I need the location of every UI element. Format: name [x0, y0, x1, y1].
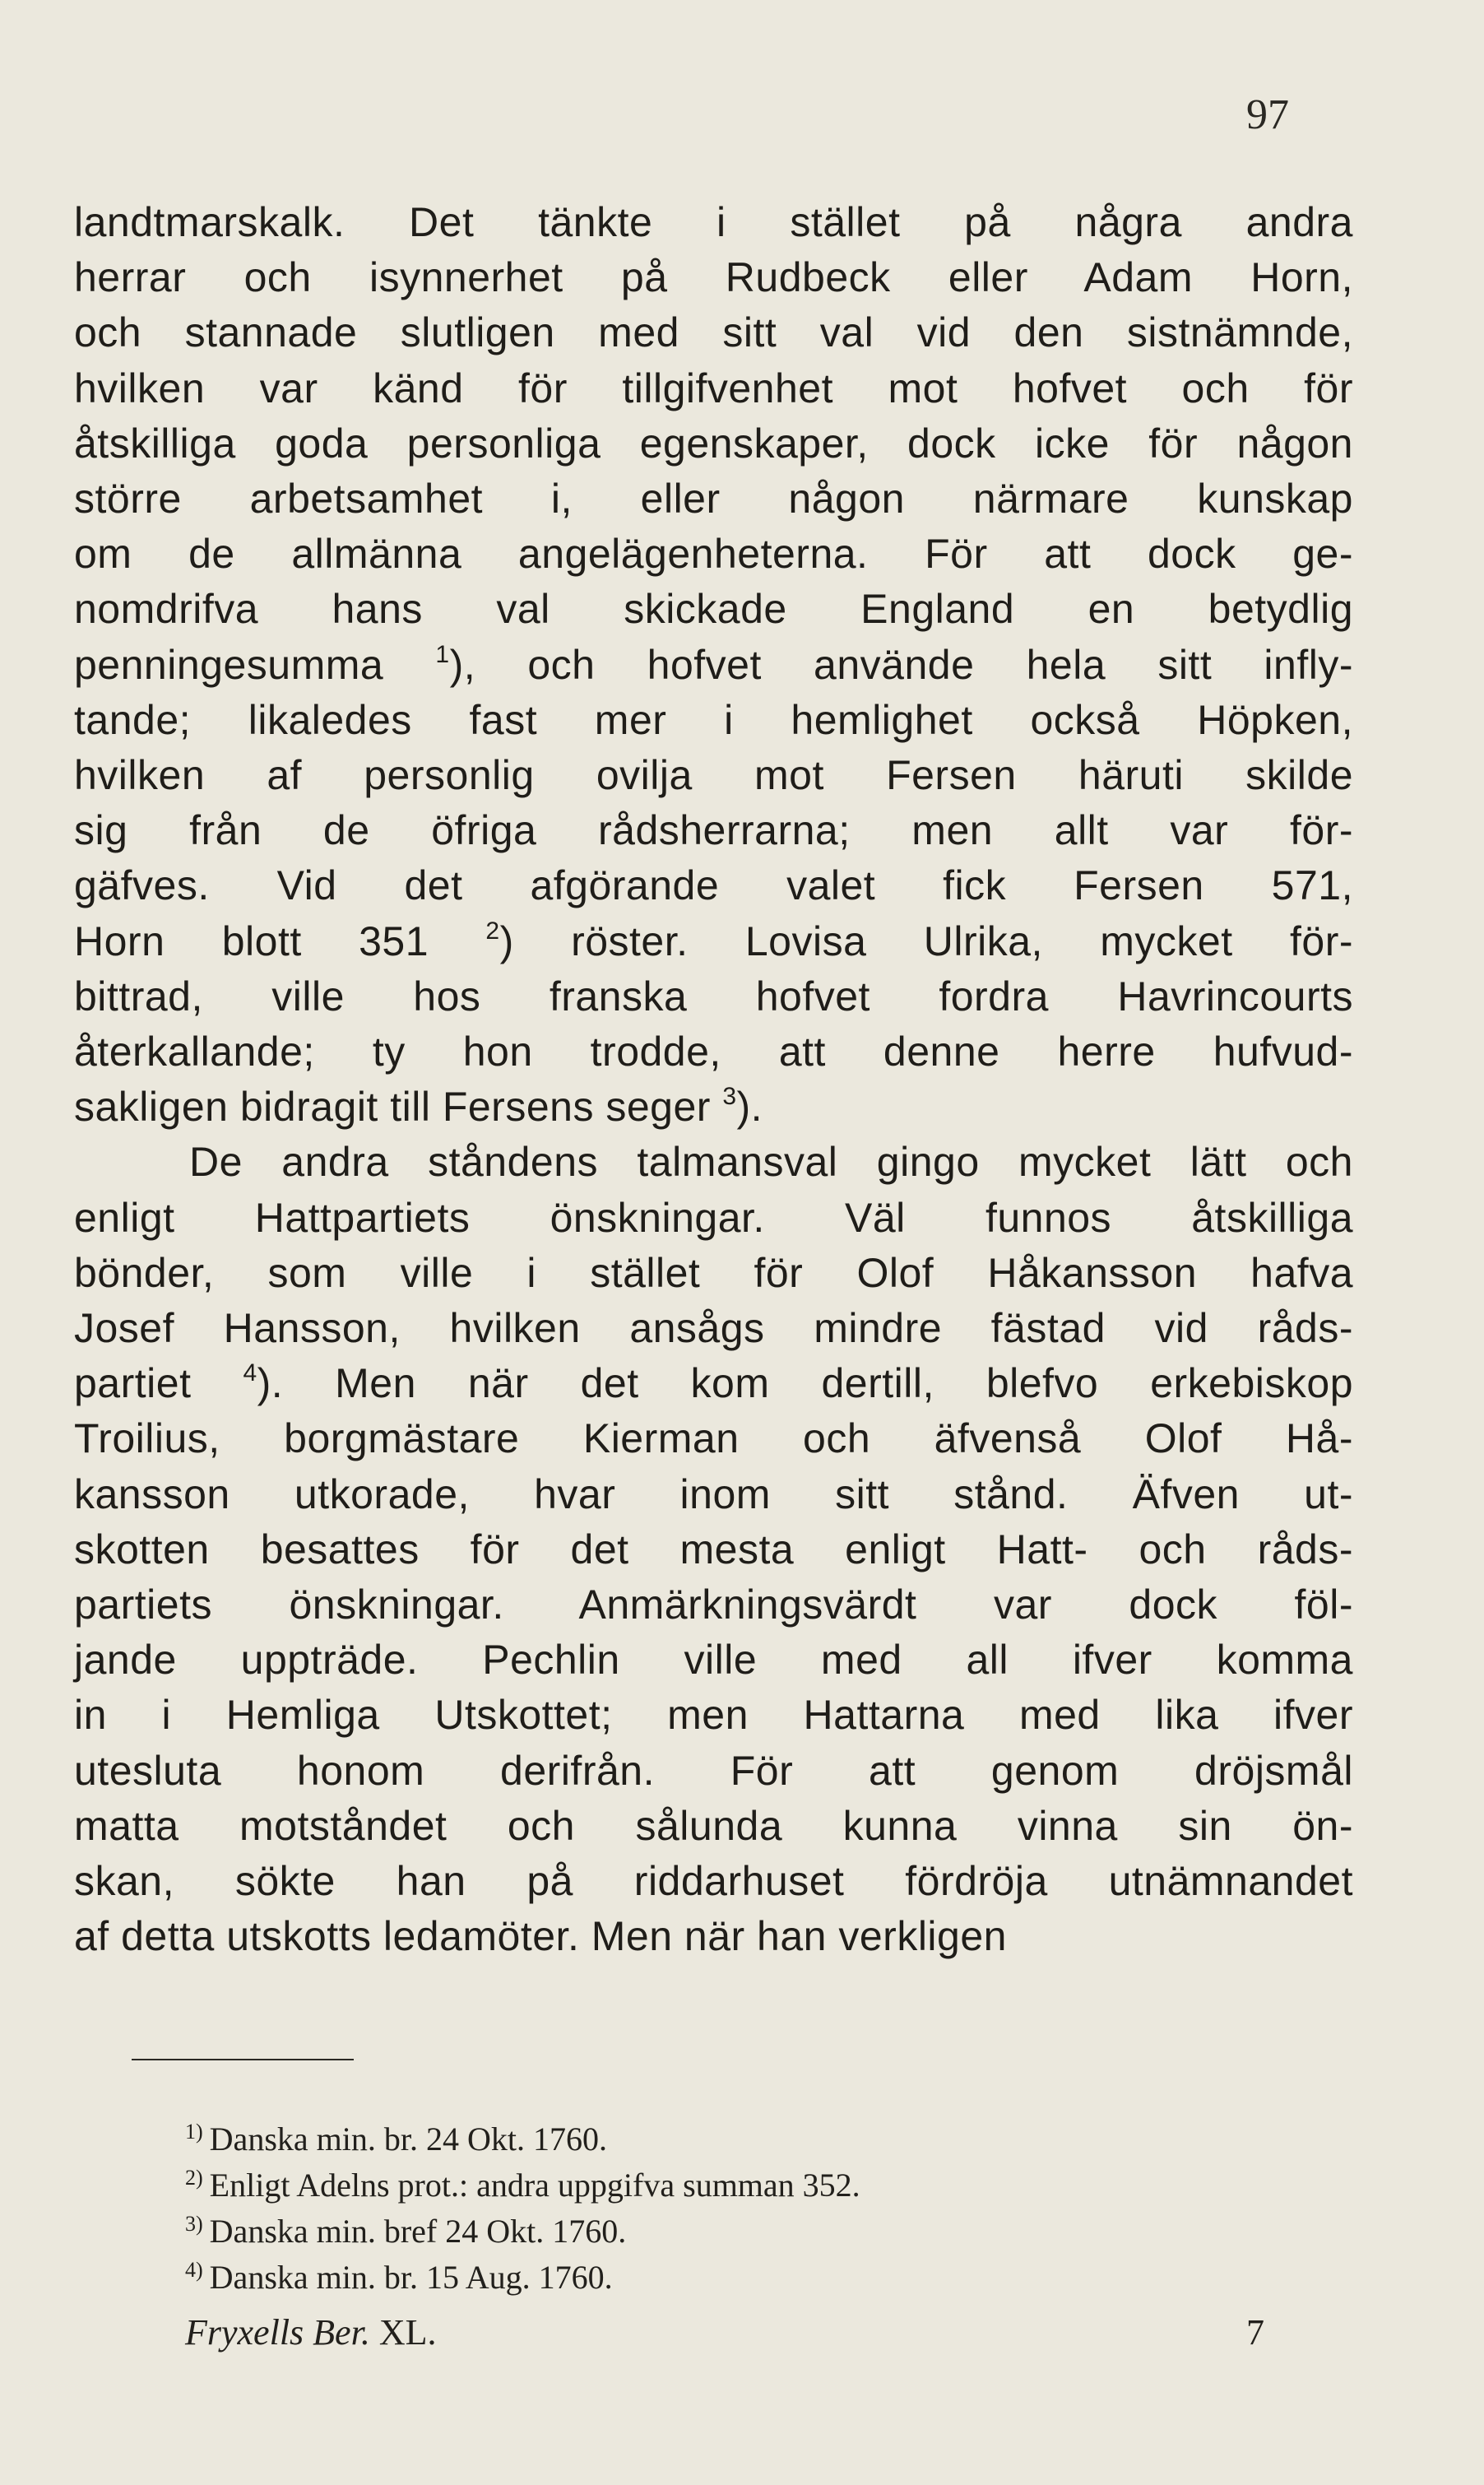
text-line: tande; likaledes fast mer i hemlighet också Höpken, [74, 697, 1353, 743]
footnote-reference: 3 [722, 1083, 737, 1110]
footnote [185, 2159, 860, 2204]
footnote-mark: 1) [185, 2120, 203, 2144]
text-line: af detta utskotts ledamöter. Men när han verkligen [74, 1913, 1007, 1959]
text-line: De andra ståndens talmansval gingo mycket lätt och [189, 1139, 1353, 1185]
text-line: Troilius, borgmästare Kierman och äfvenså Olof Hå- [74, 1415, 1353, 1461]
text-line: hvilken var känd för tillgifvenhet mot hofvet och för [74, 365, 1353, 411]
text-line [74, 917, 1353, 966]
text-line: större arbetsamhet i, eller någon närmare kunskap [74, 476, 1353, 522]
text-line: matta motståndet och sålunda kunna vinna sin ön- [74, 1803, 1353, 1849]
text-segment: ), och hofvet använde hela sitt infly- [449, 642, 1353, 688]
footnote [185, 2205, 626, 2250]
text-line: nomdrifva hans val skickade England en betydlig [74, 586, 1353, 632]
footnote-text: Danska min. br. 24 Okt. 1760. [209, 2120, 607, 2158]
footnote-text: Danska min. br. 15 Aug. 1760. [209, 2259, 613, 2296]
text-segment: Horn blott 351 [74, 918, 486, 964]
text-segment: ). Men när det kom dertill, blefvo erkebiskop [257, 1360, 1354, 1406]
text-line: in i Hemliga Utskottet; men Hattarna med lika ifver [74, 1692, 1353, 1738]
signature-sheet: 7 [1246, 2312, 1264, 2353]
text-line [74, 1359, 1353, 1408]
text-line: återkallande; ty hon trodde, att denne herre hufvud- [74, 1029, 1353, 1075]
text-segment: sakligen bidragit till Fersens seger [74, 1084, 723, 1130]
footnote-separator [132, 2059, 354, 2060]
text-line: Josef Hansson, hvilken ansågs mindre fästad vid råds- [74, 1305, 1353, 1351]
text-line: bittrad, ville hos franska hofvet fordra Havrincourts [74, 973, 1353, 1020]
text-line [74, 640, 1353, 690]
text-line: gäfves. Vid det afgörande valet fick Fersen 571, [74, 862, 1353, 908]
footnote-reference: 1 [435, 641, 450, 668]
text-line: skan, sökte han på riddarhuset fördröja utnämnandet [74, 1858, 1353, 1904]
footnote [185, 2113, 607, 2158]
footnote-text: Enligt Adelns prot.: andra uppgifva summan 352. [209, 2167, 860, 2204]
text-line: sig från de öfriga rådsherrarna; men allt var för- [74, 807, 1353, 853]
text-line: åtskilliga goda personliga egenskaper, dock icke för någon [74, 420, 1353, 467]
signature-mark [185, 2312, 436, 2353]
footnote-text: Danska min. bref 24 Okt. 1760. [209, 2213, 627, 2250]
signature-title: Fryxells Ber. [185, 2312, 370, 2353]
text-line: enligt Hattpartiets önskningar. Väl funnos åtskilliga [74, 1195, 1353, 1241]
text-line [74, 1082, 1353, 1131]
footnote-mark: 2) [185, 2166, 203, 2190]
footnote-mark: 3) [185, 2212, 203, 2236]
text-segment: partiet [74, 1360, 243, 1406]
text-line: herrar och isynnerhet på Rudbeck eller Adam Horn, [74, 254, 1353, 300]
text-line: partiets önskningar. Anmärkningsvärdt var dock föl- [74, 1582, 1353, 1628]
footnote [185, 2251, 613, 2297]
text-segment: ) röster. Lovisa Ulrika, mycket för- [499, 918, 1353, 964]
footnote-reference: 4 [243, 1359, 257, 1386]
text-segment: penningesumma [74, 642, 436, 688]
text-line: utesluta honom derifrån. För att genom dröjsmål [74, 1748, 1353, 1794]
footnote-reference: 2 [485, 917, 500, 945]
page-number: 97 [1246, 91, 1289, 138]
text-line: bönder, som ville i stället för Olof Håkansson hafva [74, 1250, 1353, 1296]
text-line: hvilken af personlig ovilja mot Fersen häruti skilde [74, 752, 1353, 798]
text-line: kansson utkorade, hvar inom sitt stånd. Äfven ut- [74, 1471, 1353, 1517]
text-line: och stannade slutligen med sitt val vid den sistnämnde, [74, 309, 1353, 355]
text-segment: ). [736, 1084, 763, 1130]
text-line: skotten besattes för det mesta enligt Hatt- och råds- [74, 1526, 1353, 1572]
text-line: landtmarskalk. Det tänkte i stället på några andra [74, 199, 1353, 245]
footnote-mark: 4) [185, 2258, 203, 2282]
signature-volume: XL. [378, 2312, 437, 2353]
text-line: jande uppträde. Pechlin ville med all ifver komma [74, 1637, 1353, 1683]
text-line: om de allmänna angelägenheterna. För att dock ge- [74, 531, 1353, 577]
